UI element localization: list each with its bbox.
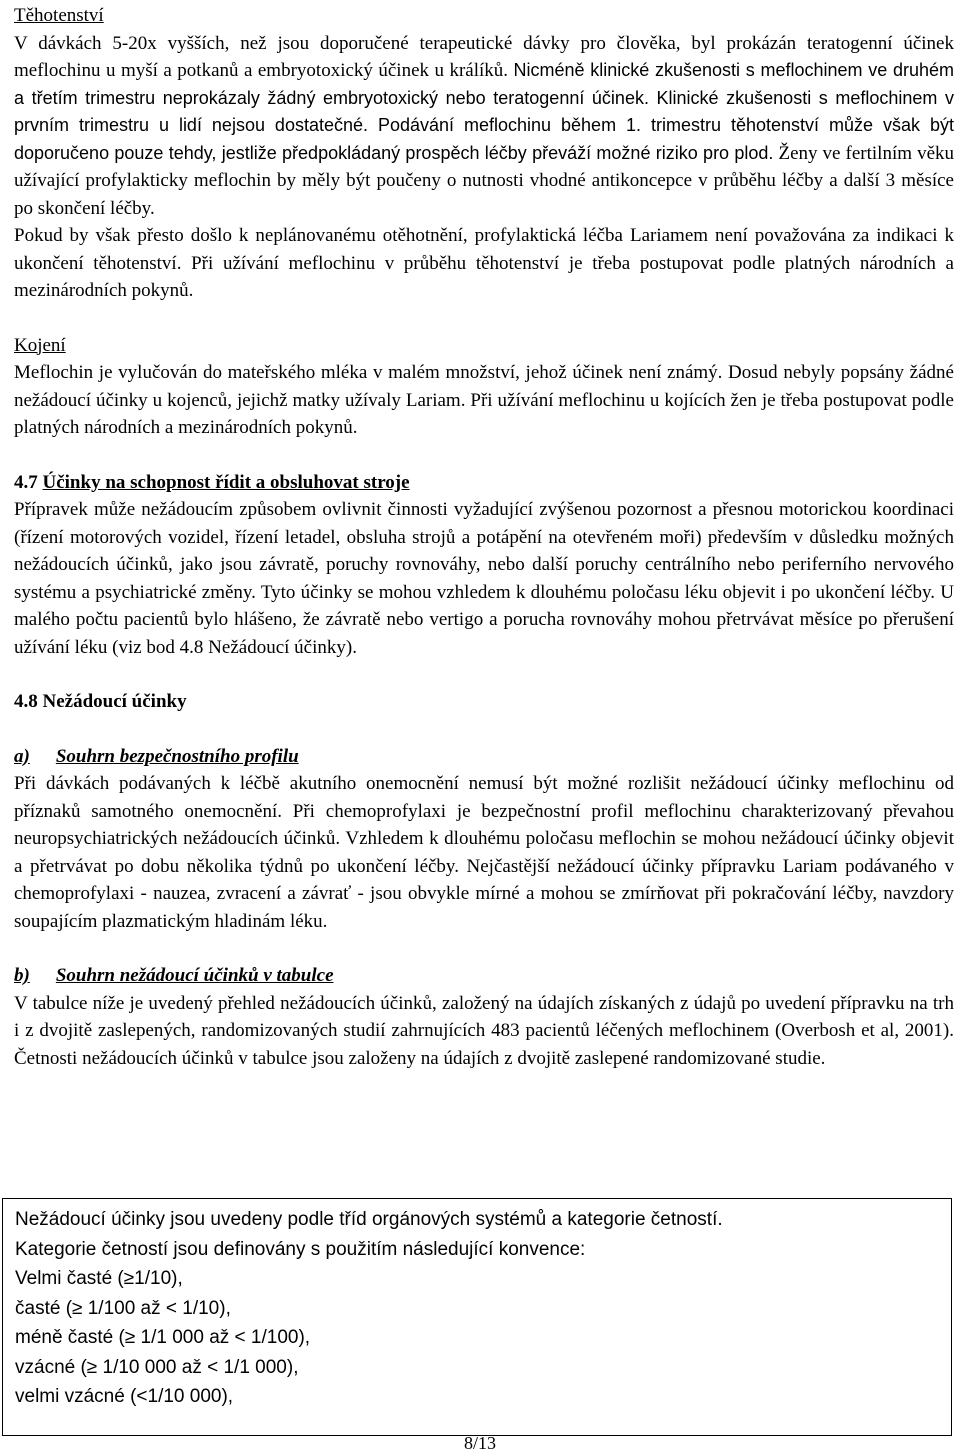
section-4-7-number: 4.7 bbox=[14, 471, 38, 493]
box-line: velmi vzácné (<1/10 000), bbox=[15, 1386, 234, 1407]
subsection-a-heading bbox=[14, 743, 954, 771]
lactation-paragraph: Meflochin je vylučován do mateřského mléka v malém množství, jehož účinek není známý. Dosud nebyly popsány žádné nežádoucí účinky u kojenců, jejichž matky užívaly Lariam. Při užívání meflochinu u kojících žen je třeba postupovat podle platných národních a mezinárodních pokynů. bbox=[14, 362, 954, 438]
subsection-a-label: a) bbox=[14, 745, 30, 767]
pregnancy-text-c: Ženy ve fertilním věku užívající profylakticky meflochin by měly být poučeny o nutnosti vhodné antikoncepce v průběhu léčby a další 3 měsíce po skončení léčby. bbox=[14, 142, 955, 219]
frequency-convention-box bbox=[2, 1198, 952, 1436]
section-4-8-number: 4.8 bbox=[14, 691, 38, 712]
section-4-7-heading bbox=[14, 469, 954, 497]
subsection-a-title: Souhrn bezpečnostního profilu bbox=[55, 745, 299, 767]
box-line: Kategorie četností jsou definovány s použitím následující konvence: bbox=[15, 1238, 586, 1260]
box-line: časté (≥ 1/100 až < 1/10), bbox=[15, 1297, 231, 1319]
section-4-7-title: Účinky na schopnost řídit a obsluhovat stroje bbox=[42, 471, 410, 493]
subsection-b-heading bbox=[14, 962, 954, 990]
section-4-8-heading bbox=[14, 688, 954, 716]
subsection-b-title: Souhrn nežádoucí účinků v tabulce bbox=[55, 965, 334, 986]
subsection-b-label: b) bbox=[14, 965, 30, 986]
pregnancy-text-a: V dávkách 5-20x vyšších, než jsou doporučené terapeutické dávky pro člověka, byl prokázán teratogenní účinek meflochinu u myší a potkanů a embryotoxický účinek u králíků. bbox=[14, 32, 954, 81]
document-page bbox=[14, 2, 954, 1072]
box-line: Nežádoucí účinky jsou uvedeny podle tříd orgánových systémů a kategorie četností. bbox=[15, 1209, 723, 1230]
lactation-heading: Kojení bbox=[14, 334, 66, 356]
page-number: 8/13 bbox=[463, 1433, 496, 1453]
section-4-7-paragraph: Přípravek může nežádoucím způsobem ovlivnit činnosti vyžadující zvýšenou pozornost a přesnou motorickou koordinaci (řízení motorových vozidel, řízení letadel, obsluha strojů a potápění na otevřeném moři) především v důsledku možných nežádoucích účinků, jako jsou závratě, poruchy rovnováhy, nebo další poruchy centrálního nebo periferního nervového systému a psychiatrické změny. Tyto účinky se mohou vzhledem k dlouhému poločasu léku objevit i po ukončení léčby. U malého počtu pacientů bylo hlášeno, že závratě nebo vertigo a porucha rovnováhy mohou přetrvávat měsíce po přerušení užívání léku (viz bod 4.8 Nežádoucí účinky). bbox=[14, 499, 954, 658]
subsection-a-paragraph: Při dávkách podávaných k léčbě akutního onemocnění nemusí být možné rozlišit nežádoucí účinky meflochinu od příznaků samotného onemocnění. Při chemoprofylaxi je bezpečnostní profil meflochinu charakterizovaný převahou neuropsychiatrických nežádoucích účinků. Vzhledem k dlouhému poločasu meflochin se mohou nežádoucí účinky objevit a přetrvávat po dobu několika týdnů po ukončení léčby. Nejčastější nežádoucí účinky přípravku Lariam podávaného v chemoprofylaxi - nauzea, zvracení a závrať - jsou obvykle mírné a mohou se zmírňovat při pokračování léčby, navzdory soupajícím plazmatickým hladinám léku. bbox=[14, 773, 954, 932]
pregnancy-paragraph-1 bbox=[14, 30, 954, 223]
section-4-8-title: Nežádoucí účinky bbox=[42, 691, 187, 712]
box-line: méně časté (≥ 1/1 000 až < 1/100), bbox=[15, 1327, 311, 1348]
pregnancy-text-b: Nicméně klinické zkušenosti s meflochinem ve druhém a třetím trimestru neprokázaly žádný embryotoxický nebo teratogenní účinek. Klinické zkušenosti s meflochinem v prvním trimestru u lidí nejsou dostatečné. Podávání meflochinu během 1. trimestru těhotenství může však být doporučeno pouze tehdy, jestliže předpokládaný prospěch léčby převáží možné riziko pro plod. bbox=[14, 60, 954, 163]
subsection-b-paragraph: V tabulce níže je uvedený přehled nežádoucích účinků, založený na údajích získaných z údajů po uvedení přípravku na trh i z dvojitě zaslepených, randomizovaných studií zahrnujících 483 pacientů léčených meflochinem (Overbosh et al, 2001). Četnosti nežádoucích účinků v tabulce jsou založeny na údajích z dvojitě zaslepené randomizované studie. bbox=[14, 992, 954, 1069]
pregnancy-paragraph-2: Pokud by však přesto došlo k neplánovanému otěhotnění, profylaktická léčba Lariamem není považována za indikaci k ukončení těhotenství. Při užívání meflochinu v průběhu těhotenství je třeba postupovat podle platných národních a mezinárodních pokynů. bbox=[14, 225, 954, 301]
box-line: Velmi časté (≥1/10), bbox=[15, 1268, 183, 1289]
box-line: vzácné (≥ 1/10 000 až < 1/1 000), bbox=[15, 1356, 299, 1378]
pregnancy-heading: Těhotenství bbox=[14, 5, 104, 26]
